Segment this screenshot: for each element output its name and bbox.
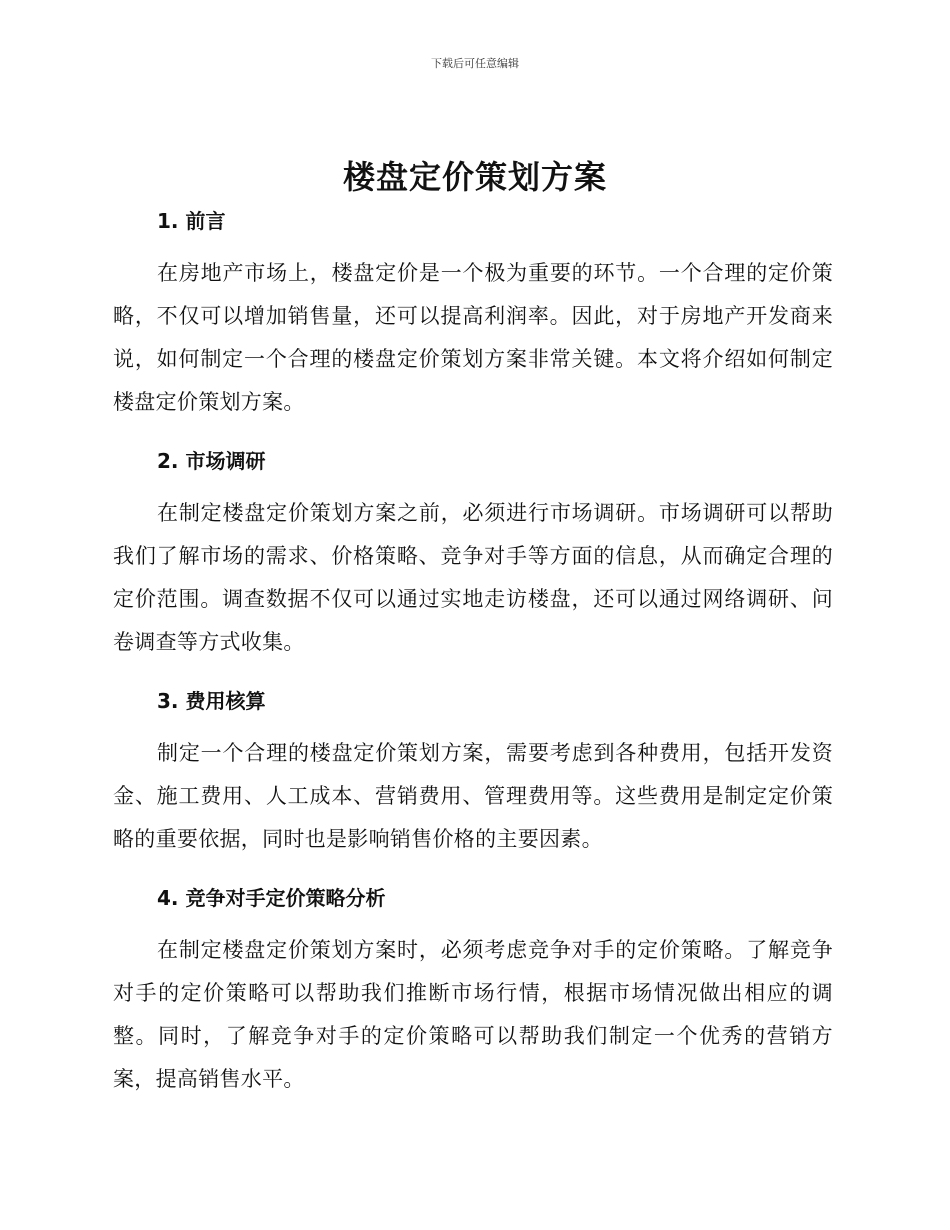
section-cost-accounting bbox=[113, 682, 833, 861]
section-paragraph: 在制定楼盘定价策划方案之前，必须进行市场调研。市场调研可以帮助我们了解市场的需求、价格策略、竞争对手等方面的信息，从而确定合理的定价范围。调查数据不仅可以通过实地走访楼盘，还可以通过网络调研、问卷调查等方式收集。 bbox=[113, 501, 833, 654]
document-title: 楼盘定价策划方案 bbox=[342, 158, 607, 196]
document-content bbox=[113, 202, 833, 1119]
section-paragraph: 制定一个合理的楼盘定价策划方案，需要考虑到各种费用，包括开发资金、施工费用、人工成本、营销费用、管理费用等。这些费用是制定定价策略的重要依据，同时也是影响销售价格的主要因素。 bbox=[113, 741, 833, 851]
section-heading: 1. 前言 bbox=[157, 209, 226, 233]
section-preface bbox=[113, 202, 833, 424]
section-heading: 3. 费用核算 bbox=[157, 689, 266, 713]
section-competitor-analysis bbox=[113, 879, 833, 1101]
section-paragraph: 在房地产市场上，楼盘定价是一个极为重要的环节。一个合理的定价策略，不仅可以增加销售量，还可以提高利润率。因此，对于房地产开发商来说，如何制定一个合理的楼盘定价策划方案非常关键。本文将介绍如何制定楼盘定价策划方案。 bbox=[113, 261, 833, 414]
header-note: 下载后可任意编辑 bbox=[431, 57, 519, 70]
section-heading: 4. 竞争对手定价策略分析 bbox=[157, 886, 386, 910]
section-market-research bbox=[113, 442, 833, 664]
section-paragraph: 在制定楼盘定价策划方案时，必须考虑竞争对手的定价策略。了解竞争对手的定价策略可以帮助我们推断市场行情，根据市场情况做出相应的调整。同时，了解竞争对手的定价策略可以帮助我们制定一个优秀的营销方案，提高销售水平。 bbox=[113, 938, 833, 1091]
section-heading: 2. 市场调研 bbox=[157, 449, 266, 473]
